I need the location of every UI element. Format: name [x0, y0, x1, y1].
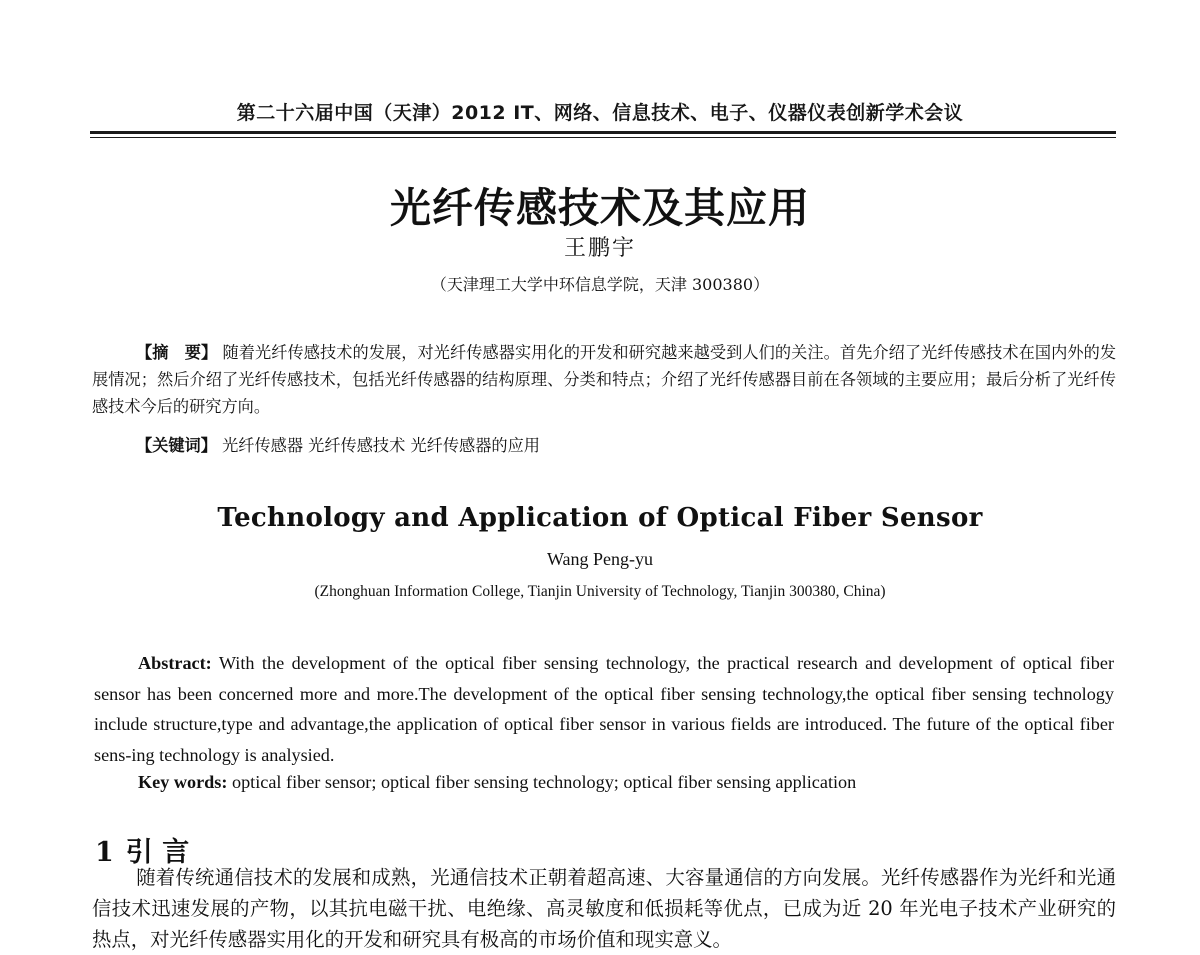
abstract-en-text: With the development of the optical fiber sensing technology, the practical research and development of optical fiber sensor has been concerned more and more.The development of the optical fiber sensing technology,the optical fiber sensing technology include structure,type and advantage,the application of optical fiber sensor in various fields are introduced. The future of the optical fiber sens-ing technology is analysied. [94, 653, 1114, 765]
abstract-cn-label: 【摘 要】 [136, 343, 218, 362]
keywords-en-label: Key words: [138, 772, 228, 792]
section-body-text: 随着传统通信技术的发展和成熟，光通信技术正朝着超高速、大容量通信的方向发展。光纤传感器作为光纤和光通信技术迅速发展的产物，以其抗电磁干扰、电绝缘、高灵敏度和低损耗等优点，已成为近 20 年光电子技术产业研究的热点，对光纤传感器实用化的开发和研究具有极高的市场价值和现实意义。 [92, 866, 1116, 951]
header-rule-thick [90, 131, 1116, 134]
section-title: 引 言 [125, 837, 190, 868]
affiliation-en: (Zhonghuan Information College, Tianjin University of Technology, Tianjin 300380, China) [314, 583, 886, 600]
header-rule-thin [90, 137, 1116, 138]
keywords-cn [136, 432, 1116, 459]
author-name-cn: 王鹏宇 [563, 236, 636, 261]
abstract-en [94, 648, 1114, 770]
keywords-en-text: optical fiber sensor; optical fiber sensing technology; optical fiber sensing application [231, 772, 857, 792]
abstract-cn-text: 随着光纤传感技术的发展，对光纤传感器实用化的开发和研究越来越受到人们的关注。首先介绍了光纤传感技术在国内外的发展情况；然后介绍了光纤传感技术，包括光纤传感器的结构原理、分类和特点；介绍了光纤传感器目前在各领域的主要应用；最后分析了光纤传感技术今后的研究方向。 [92, 343, 1117, 416]
affiliation-cn: （天津理工大学中环信息学院，天津 300380） [430, 275, 770, 294]
paper-title-cn: 光纤传感技术及其应用 [390, 184, 810, 232]
keywords-cn-label: 【关键词】 [136, 436, 217, 455]
paper-title-en: Technology and Application of Optical Fiber Sensor [217, 503, 983, 533]
abstract-en-label: Abstract: [138, 653, 212, 673]
keywords-en [138, 767, 1118, 797]
author-name-en: Wang Peng-yu [546, 549, 654, 569]
section-number: 1 [95, 837, 114, 868]
section-body [92, 862, 1116, 955]
conference-header: 第二十六届中国（天津）2012 IT、网络、信息技术、电子、仪器仪表创新学术会议 [236, 102, 964, 124]
keywords-cn-text: 光纤传感器 光纤传感技术 光纤传感器的应用 [222, 436, 540, 455]
abstract-cn [92, 339, 1116, 420]
